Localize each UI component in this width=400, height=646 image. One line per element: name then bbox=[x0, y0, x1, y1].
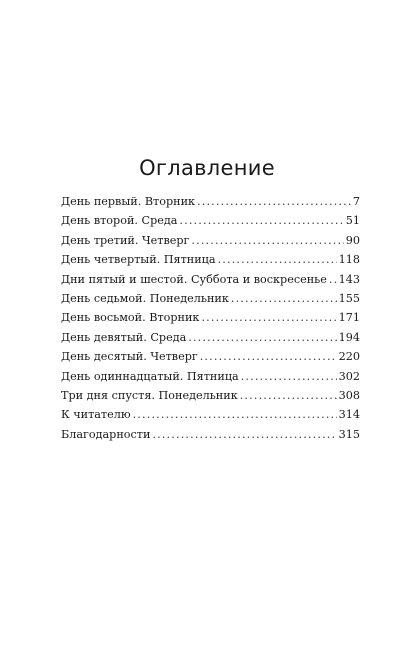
toc-entry-title: День одиннадцатый. Пятница bbox=[61, 369, 239, 383]
toc-heading: Оглавление bbox=[139, 156, 275, 180]
toc-entry bbox=[61, 231, 360, 250]
toc-entry-title: День седьмой. Понедельник bbox=[61, 291, 229, 305]
toc-page-number: 302 bbox=[338, 369, 360, 383]
dot-leader bbox=[188, 328, 336, 347]
dot-leader bbox=[201, 308, 336, 327]
toc-page-number: 118 bbox=[338, 253, 360, 267]
toc-entry-title: День первый. Вторник bbox=[61, 195, 196, 208]
dot-leader bbox=[218, 250, 337, 269]
toc-page-number: 315 bbox=[338, 427, 360, 441]
toc-entry-title: Благодарности bbox=[61, 427, 151, 441]
toc-entry-title: День третий. Четверг bbox=[61, 233, 190, 247]
toc-page-number: 7 bbox=[352, 195, 360, 208]
dot-leader bbox=[241, 367, 337, 386]
toc-entry bbox=[61, 386, 360, 405]
dot-leader bbox=[200, 347, 337, 366]
toc-page-number: 194 bbox=[338, 330, 360, 344]
toc-page-number: 220 bbox=[338, 350, 360, 364]
dot-leader bbox=[197, 192, 351, 211]
toc-entry-title: День девятый. Среда bbox=[61, 330, 187, 344]
toc-entry-title: День восьмой. Вторник bbox=[61, 311, 200, 325]
toc-page-number: 90 bbox=[345, 233, 360, 247]
toc-page-number: 143 bbox=[338, 272, 360, 286]
dot-leader bbox=[240, 386, 337, 405]
dot-leader bbox=[329, 270, 337, 289]
toc-page-number: 314 bbox=[338, 408, 360, 422]
toc-entry bbox=[61, 405, 360, 424]
toc-entry-title: День четвертый. Пятница bbox=[61, 253, 216, 267]
toc-entry-title: Дни пятый и шестой. Суббота и воскресенье bbox=[61, 272, 327, 286]
toc-entry-title: К читателю bbox=[61, 408, 131, 422]
toc-entry bbox=[61, 425, 360, 444]
toc-list bbox=[61, 192, 360, 444]
toc-page-number: 171 bbox=[338, 311, 360, 325]
toc-entry bbox=[61, 367, 360, 386]
toc-entry bbox=[61, 308, 360, 327]
dot-leader bbox=[179, 211, 343, 230]
toc-entry-title: День второй. Среда bbox=[61, 214, 178, 228]
toc-page-number: 155 bbox=[338, 291, 360, 305]
toc-entry bbox=[61, 347, 360, 366]
dot-leader bbox=[231, 289, 337, 308]
toc-entry bbox=[61, 250, 360, 269]
toc-entry bbox=[61, 270, 360, 289]
toc-entry-title: Три дня спустя. Понедельник bbox=[61, 388, 238, 402]
toc-entry-title: День десятый. Четверг bbox=[61, 350, 198, 364]
toc-page-number: 51 bbox=[345, 214, 360, 228]
dot-leader bbox=[133, 405, 337, 424]
dot-leader bbox=[191, 231, 343, 250]
toc-page-number: 308 bbox=[338, 388, 360, 402]
dot-leader bbox=[152, 425, 336, 444]
toc-entry bbox=[61, 289, 360, 308]
toc-entry bbox=[61, 211, 360, 230]
toc-entry bbox=[61, 192, 360, 211]
toc-entry bbox=[61, 328, 360, 347]
